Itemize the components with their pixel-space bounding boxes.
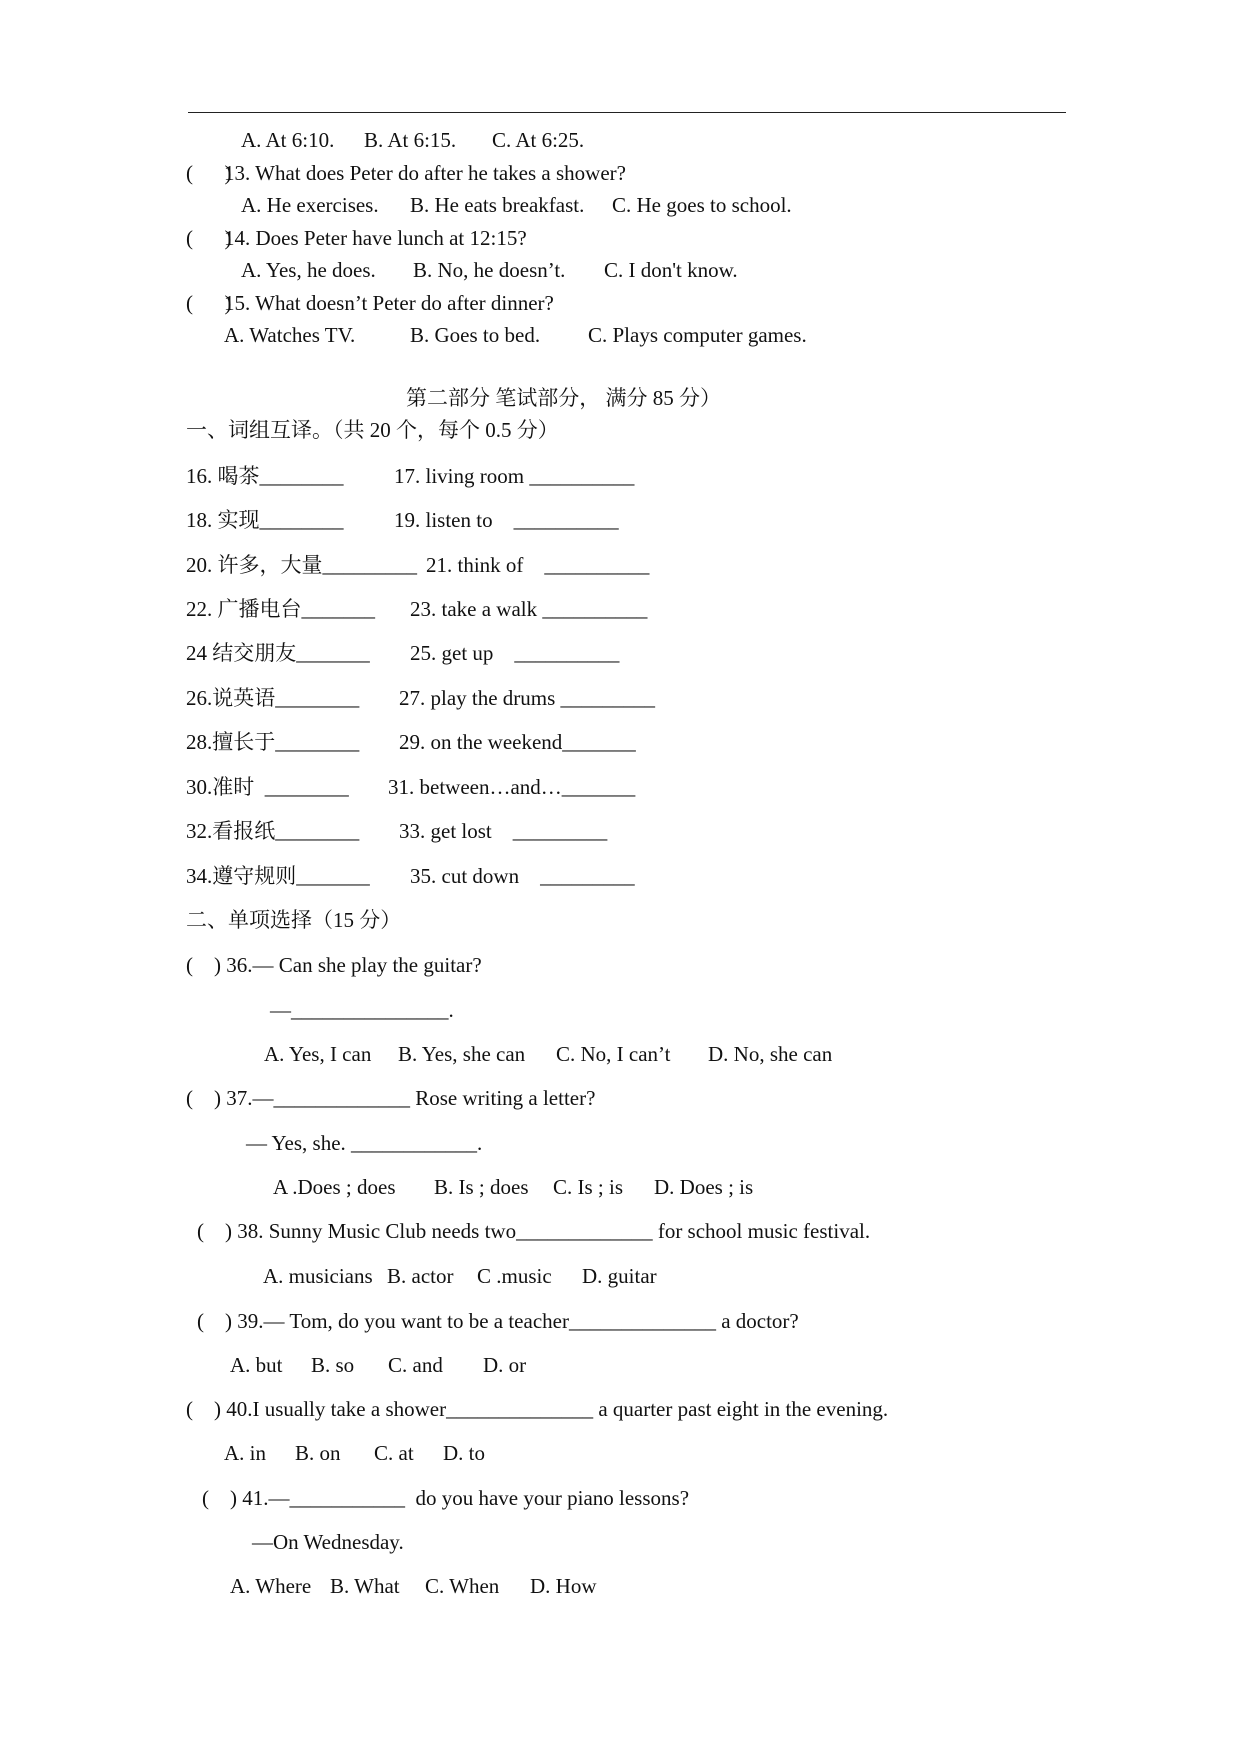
q38-option-a: A. musicians	[263, 1264, 373, 1288]
q36-option-a: A. Yes, I can	[264, 1042, 372, 1066]
answer-reply: —On Wednesday.	[252, 1530, 404, 1554]
q15-option-b: B. Goes to bed.	[410, 323, 541, 347]
vocab-item: 31. between…and…_______	[388, 775, 636, 799]
q36-option-b: B. Yes, she can	[398, 1042, 526, 1066]
vocab-item: 34.遵守规则_______	[186, 864, 370, 888]
question-stem: 15. What doesn’t Peter do after dinner?	[224, 291, 554, 315]
q36-option-d: D. No, she can	[708, 1042, 833, 1066]
q12-option-c: C. At 6:25.	[492, 128, 585, 152]
q37-option-b: B. Is ; does	[434, 1175, 529, 1199]
q13-option-b: B. He eats breakfast.	[410, 193, 585, 217]
q13-option-c: C. He goes to school.	[612, 193, 792, 217]
q40-option-c: C. at	[374, 1441, 414, 1465]
question-stem: ( ) 36.— Can she play the guitar?	[186, 953, 482, 977]
vocab-item: 30.准时 ________	[186, 775, 349, 799]
q15-option-c: C. Plays computer games.	[588, 323, 807, 347]
vocab-item: 16. 喝茶________	[186, 464, 344, 488]
question-stem: 14. Does Peter have lunch at 12:15?	[224, 226, 527, 250]
vocab-item: 18. 实现________	[186, 508, 344, 532]
vocab-item: 27. play the drums _________	[399, 686, 656, 710]
vocab-item: 32.看报纸________	[186, 819, 360, 843]
q39-option-c: C. and	[388, 1353, 443, 1377]
answer-reply: — Yes, she. ____________.	[246, 1131, 483, 1155]
q38-option-c: C .music	[477, 1264, 552, 1288]
q38-option-b: B. actor	[387, 1264, 454, 1288]
question-stem: ( ) 41.—___________ do you have your piano lessons?	[202, 1486, 690, 1510]
vocab-item: 25. get up __________	[410, 641, 620, 665]
answer-reply: —_______________.	[270, 998, 454, 1022]
vocab-item: 19. listen to __________	[394, 508, 619, 532]
vocab-item: 28.擅长于________	[186, 730, 360, 754]
q36-option-c: C. No, I can’t	[556, 1042, 671, 1066]
q37-option-a: A .Does ; does	[273, 1175, 396, 1199]
q14-option-a: A. Yes, he does.	[241, 258, 376, 282]
q13-option-a: A. He exercises.	[241, 193, 379, 217]
answer-paren: ( )	[186, 161, 232, 185]
vocab-item: 20. 许多，大量_________	[186, 553, 417, 577]
q12-option-b: B. At 6:15.	[364, 128, 457, 152]
part2-title: 第二部分 笔试部分， 满分 85 分）	[406, 386, 721, 410]
q12-option-a: A. At 6:10.	[241, 128, 335, 152]
vocab-item: 29. on the weekend_______	[399, 730, 636, 754]
answer-paren: ( )	[186, 226, 232, 250]
q15-option-a: A. Watches TV.	[224, 323, 356, 347]
vocab-item: 23. take a walk __________	[410, 597, 648, 621]
q38-option-d: D. guitar	[582, 1264, 657, 1288]
vocab-item: 21. think of __________	[426, 553, 650, 577]
q40-option-d: D. to	[443, 1441, 485, 1465]
q40-option-b: B. on	[295, 1441, 341, 1465]
q41-option-d: D. How	[530, 1574, 597, 1598]
vocab-item: 24 结交朋友_______	[186, 641, 370, 665]
q37-option-c: C. Is ; is	[553, 1175, 624, 1199]
question-stem: ( ) 40.I usually take a shower______________ a quarter past eight in the evening.	[186, 1397, 889, 1421]
section1-heading: 一、词组互译。（共 20 个，每个 0.5 分）	[186, 418, 559, 442]
q39-option-a: A. but	[230, 1353, 283, 1377]
q37-option-d: D. Does ; is	[654, 1175, 754, 1199]
q14-option-c: C. I don't know.	[604, 258, 738, 282]
vocab-item: 22. 广播电台_______	[186, 597, 375, 621]
q14-option-b: B. No, he doesn’t.	[413, 258, 566, 282]
question-stem: 13. What does Peter do after he takes a shower?	[224, 161, 626, 185]
question-stem: ( ) 38. Sunny Music Club needs two_____________ for school music festival.	[197, 1219, 871, 1243]
q41-option-c: C. When	[425, 1574, 500, 1598]
vocab-item: 33. get lost _________	[399, 819, 608, 843]
answer-paren: ( )	[186, 291, 232, 315]
q39-option-d: D. or	[483, 1353, 527, 1377]
q41-option-b: B. What	[330, 1574, 400, 1598]
section2-heading: 二、单项选择（15 分）	[186, 908, 402, 932]
header-rule	[188, 112, 1066, 113]
question-stem: ( ) 37.—_____________ Rose writing a letter?	[186, 1086, 596, 1110]
vocab-item: 17. living room __________	[394, 464, 635, 488]
q40-option-a: A. in	[224, 1441, 266, 1465]
vocab-item: 26.说英语________	[186, 686, 360, 710]
q39-option-b: B. so	[311, 1353, 355, 1377]
q41-option-a: A. Where	[230, 1574, 312, 1598]
question-stem: ( ) 39.— Tom, do you want to be a teacher______________ a doctor?	[197, 1309, 799, 1333]
vocab-item: 35. cut down _________	[410, 864, 635, 888]
